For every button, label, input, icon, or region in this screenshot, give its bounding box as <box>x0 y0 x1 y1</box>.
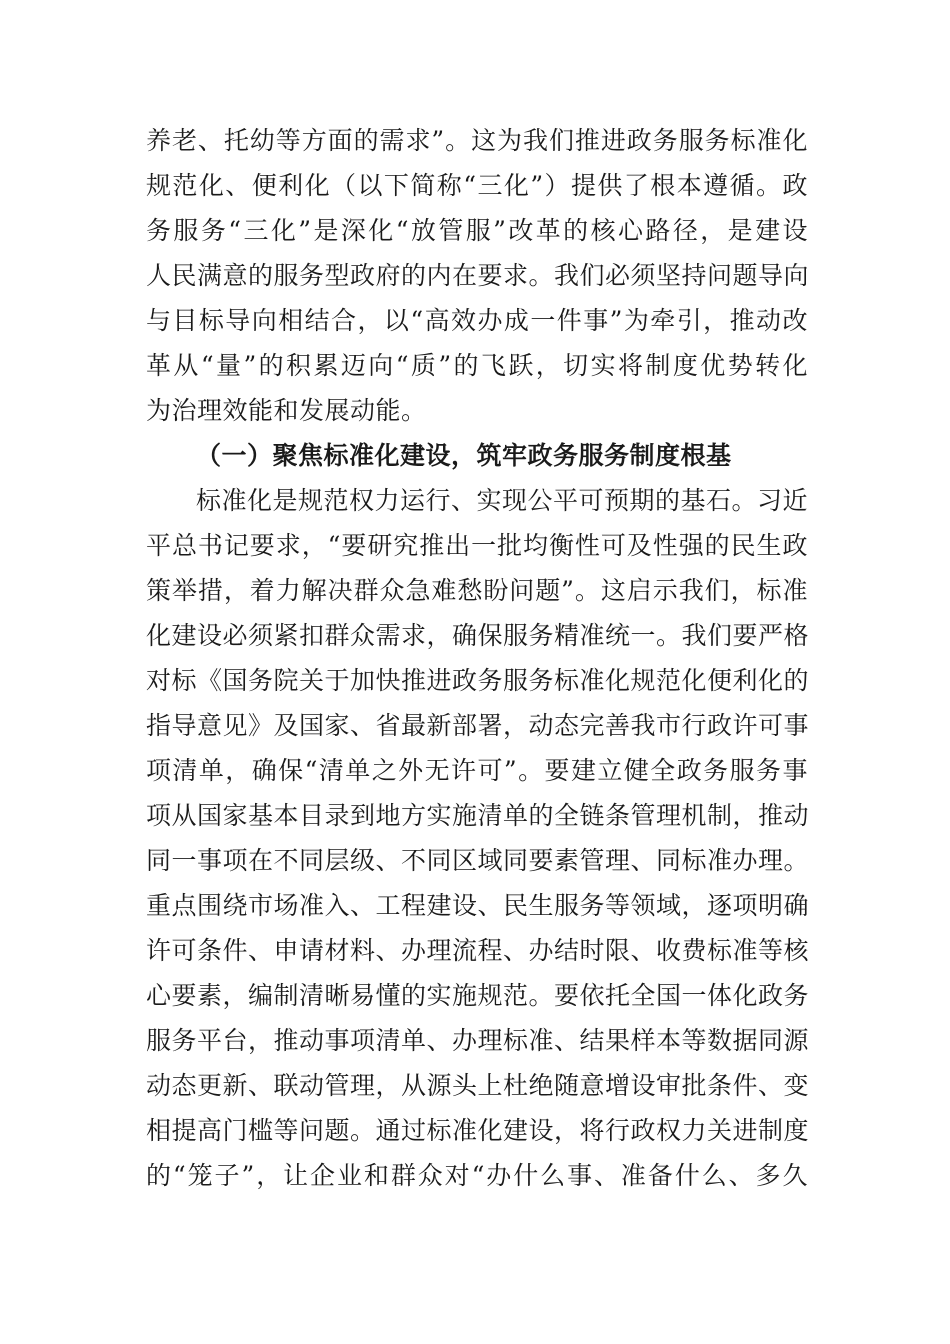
intro-line-7: 为治理效能和发展动能。 <box>146 396 427 425</box>
intro-line-4: 人民满意的服务型政府的内在要求。我们必须坚持问题导向 <box>146 261 810 290</box>
body-line-11: 许可条件、申请材料、办理流程、办结时限、收费标准等核 <box>146 936 810 965</box>
body-line-6: 指导意见》及国家、省最新部署，动态完善我市行政许可事 <box>146 711 810 740</box>
body-line-13: 服务平台，推动事项清单、办理标准、结果样本等数据同源 <box>146 1026 810 1055</box>
body-line-8: 项从国家基本目录到地方实施清单的全链条管理机制，推动 <box>146 801 810 830</box>
section-heading: （一）聚焦标准化建设，筑牢政务服务制度根基 <box>196 441 732 470</box>
intro-line-3: 务服务“三化”是深化“放管服”改革的核心路径，是建设 <box>146 216 808 245</box>
intro-line-6: 革从“量”的积累迈向“质”的飞跃，切实将制度优势转化 <box>146 351 808 380</box>
body-line-4: 化建设必须紧扣群众需求，确保服务精准统一。我们要严格 <box>146 621 810 650</box>
body-line-3: 策举措，着力解决群众急难愁盼问题”。这启示我们，标准 <box>146 576 808 605</box>
body-line-16: 的“笼子”，让企业和群众对“办什么事、准备什么、多久 <box>146 1161 808 1190</box>
body-line-7: 项清单，确保“清单之外无许可”。要建立健全政务服务事 <box>146 756 808 785</box>
intro-line-1: 养老、托幼等方面的需求”。这为我们推进政务服务标准化 <box>146 126 808 155</box>
body-line-15: 相提高门槛等问题。通过标准化建设，将行政权力关进制度 <box>146 1116 810 1145</box>
body-line-9: 同一事项在不同层级、不同区域同要素管理、同标准办理。 <box>146 846 810 875</box>
body-line-1: 标准化是规范权力运行、实现公平可预期的基石。习近 <box>196 486 809 515</box>
intro-line-2: 规范化、便利化（以下简称“三化”）提供了根本遵循。政 <box>146 171 808 200</box>
body-line-12: 心要素，编制清晰易懂的实施规范。要依托全国一体化政务 <box>146 981 810 1010</box>
body-line-14: 动态更新、联动管理，从源头上杜绝随意增设审批条件、变 <box>146 1071 810 1100</box>
body-line-10: 重点围绕市场准入、工程建设、民生服务等领域，逐项明确 <box>146 891 810 920</box>
body-line-2: 平总书记要求，“要研究推出一批均衡性可及性强的民生政 <box>146 531 808 560</box>
body-line-5: 对标《国务院关于加快推进政务服务标准化规范化便利化的 <box>146 666 810 695</box>
intro-line-5: 与目标导向相结合，以“高效办成一件事”为牵引，推动改 <box>146 306 808 335</box>
